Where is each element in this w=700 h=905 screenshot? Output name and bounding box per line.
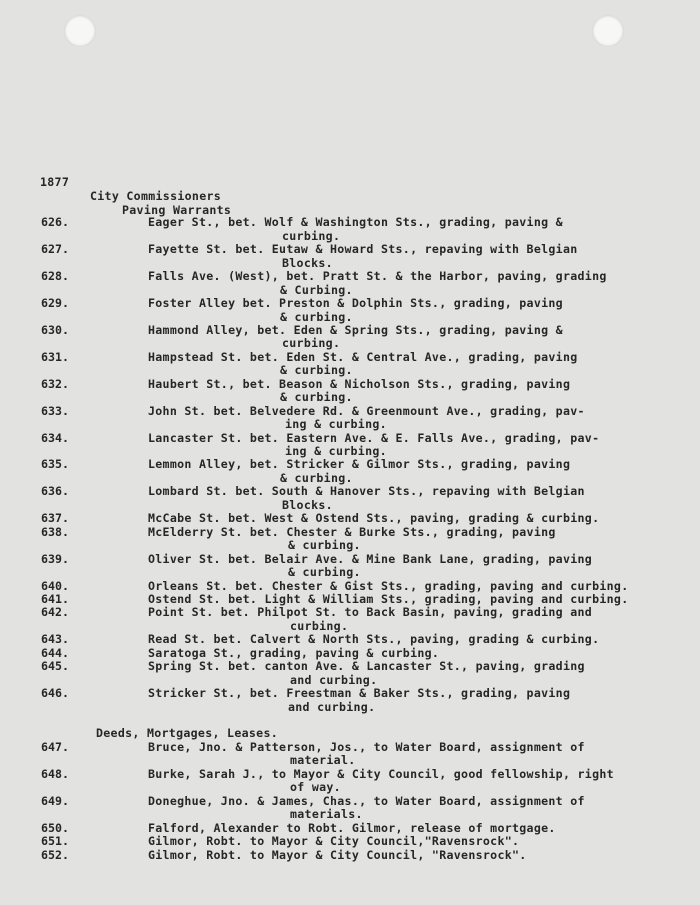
entry-number: 646. <box>41 686 69 701</box>
entry-number: 632. <box>41 376 69 391</box>
entry-description: Falls Ave. (West), bet. Pratt St. & the Harbor, paving, grading <box>148 269 607 284</box>
entry-description-continued: ing & curbing. <box>285 444 387 458</box>
entry-description-continued: ing & curbing. <box>285 417 387 432</box>
entry-description-continued: material. <box>290 753 356 768</box>
entry-description-continued: curbing. <box>282 228 341 243</box>
entry-number: 650. <box>41 820 69 835</box>
entry-number: 644. <box>41 645 69 660</box>
entry-number: 626. <box>41 215 69 230</box>
entry-number: 652. <box>41 847 69 862</box>
entry-description: Eager St., bet. Wolf & Washington Sts., grading, paving & <box>148 215 563 230</box>
entry-number: 630. <box>41 322 69 337</box>
entry-description: Hampstead St. bet. Eden St. & Central Ave., grading, paving <box>148 349 578 364</box>
entry-number: 636. <box>41 484 69 499</box>
entry-description: Fayette St. bet. Eutaw & Howard Sts., repaving with Belgian <box>148 242 578 257</box>
entry-number: 631. <box>41 349 69 364</box>
entry-number: 637. <box>41 511 69 526</box>
entry-number: 643. <box>41 632 69 647</box>
entry-description: Stricker St., bet. Freestman & Baker Sts., grading, paving <box>148 686 571 701</box>
entry-number: 642. <box>41 605 69 620</box>
entry-description-continued: and curbing. <box>288 699 376 714</box>
entry-description: Falford, Alexander to Robt. Gilmor, release of mortgage. <box>148 820 556 835</box>
entry-description-continued: & curbing. <box>280 309 353 324</box>
section-heading-city-commissioners: City Commissioners <box>90 189 222 203</box>
entry-description: Lancaster St. bet. Eastern Ave. & E. Falls Ave., grading, pav- <box>148 430 600 445</box>
entry-description: Gilmor, Robt. to Mayor & City Council,"Ravensrock". <box>148 834 520 849</box>
entry-description-continued: materials. <box>290 807 363 822</box>
section-heading-deeds: Deeds, Mortgages, Leases. <box>96 726 279 741</box>
entry-description: Ostend St. bet. Light & William Sts., grading, paving and curbing. <box>148 591 629 606</box>
entry-number: 629. <box>41 296 69 311</box>
entry-description: John St. bet. Belvedere Rd. & Greenmount Ave., grading, pav- <box>148 403 585 418</box>
entry-number: 633. <box>41 403 69 418</box>
entry-description-continued: curbing. <box>290 618 349 633</box>
entry-number: 648. <box>41 766 69 781</box>
entry-number: 641. <box>41 591 69 606</box>
entry-description-continued: Blocks. <box>282 497 333 512</box>
entry-description: Foster Alley bet. Preston & Dolphin Sts., grading, paving <box>148 296 563 311</box>
entry-description-continued: & curbing. <box>280 470 353 485</box>
entry-description: Hammond Alley, bet. Eden & Spring Sts., grading, paving & <box>148 322 563 337</box>
entry-description: Haubert St., bet. Beason & Nicholson Sts., grading, paving <box>148 376 571 391</box>
entry-description-continued: & curbing. <box>280 363 353 378</box>
entry-number: 649. <box>41 793 69 808</box>
entry-number: 639. <box>41 551 69 566</box>
entry-description: Bruce, Jno. & Patterson, Jos., to Water Board, assignment of <box>148 739 585 754</box>
subsection-heading-paving-warrants: Paving Warrants <box>122 203 232 217</box>
entry-description: Orleans St. bet. Chester & Gist Sts., grading, paving and curbing. <box>148 578 629 593</box>
punch-hole-left <box>64 15 96 47</box>
entry-number: 635. <box>41 457 69 472</box>
entry-description-continued: & curbing. <box>280 390 353 405</box>
entry-description: Doneghue, Jno. & James, Chas., to Water Board, assignment of <box>148 793 585 808</box>
entry-number: 647. <box>41 739 69 754</box>
entry-number: 634. <box>41 430 69 445</box>
entry-description-continued: curbing. <box>282 336 341 351</box>
entry-description: Spring St. bet. canton Ave. & Lancaster St., paving, grading <box>148 659 585 674</box>
entry-description: Gilmor, Robt. to Mayor & City Council, "Ravensrock". <box>148 847 527 862</box>
entry-description: Burke, Sarah J., to Mayor & City Council, good fellowship, right <box>148 766 614 781</box>
entry-number: 638. <box>41 524 69 539</box>
entry-number: 651. <box>41 834 69 849</box>
year-heading: 1877 <box>40 175 70 189</box>
entry-number: 640. <box>41 578 69 593</box>
entry-description-continued: & Curbing. <box>280 282 353 297</box>
entry-description-continued: & curbing. <box>288 538 361 553</box>
entry-number: 645. <box>41 659 69 674</box>
punch-hole-right <box>592 15 624 47</box>
entry-description-continued: and curbing. <box>290 672 378 687</box>
entry-description-continued: & curbing. <box>288 565 361 580</box>
entry-description-continued: of way. <box>290 780 341 795</box>
entry-description: McElderry St. bet. Chester & Burke Sts., grading, paving <box>148 524 556 539</box>
entry-description: McCabe St. bet. West & Ostend Sts., paving, grading & curbing. <box>148 511 600 526</box>
entry-description: Oliver St. bet. Belair Ave. & Mine Bank Lane, grading, paving <box>148 551 593 566</box>
entry-number: 627. <box>41 242 69 257</box>
entry-description: Read St. bet. Calvert & North Sts., paving, grading & curbing. <box>148 632 600 647</box>
entry-number: 628. <box>41 269 69 284</box>
entry-description: Lombard St. bet. South & Hanover Sts., repaving with Belgian <box>148 484 585 499</box>
entry-description: Lemmon Alley, bet. Stricker & Gilmor Sts., grading, paving <box>148 457 571 472</box>
entry-description: Point St. bet. Philpot St. to Back Basin, paving, grading and <box>148 605 593 620</box>
entry-description: Saratoga St., grading, paving & curbing. <box>148 645 440 660</box>
entry-description-continued: Blocks. <box>282 255 333 270</box>
